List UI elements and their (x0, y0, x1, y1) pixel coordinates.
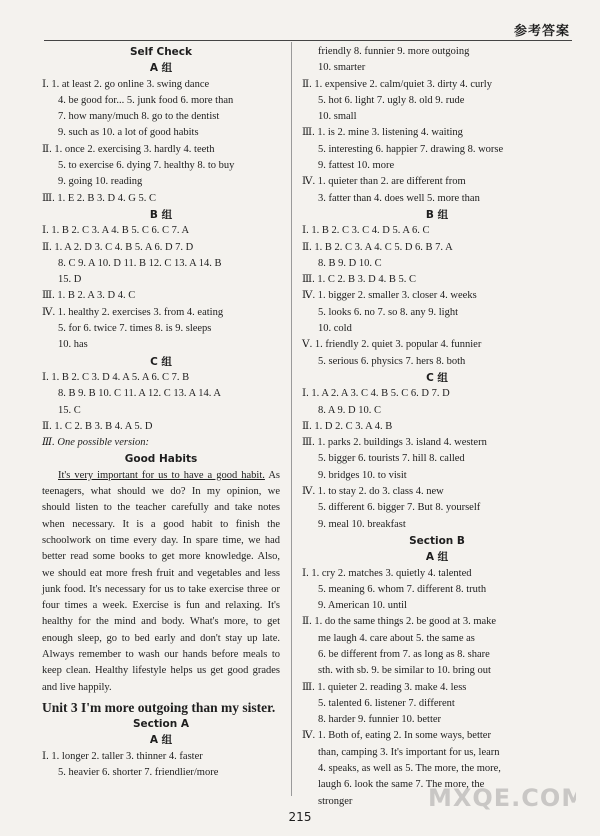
answer-line: 3. fatter than 4. does well 5. more than (318, 192, 480, 204)
right-group-b-heading: B 组 (425, 208, 449, 221)
answer-line: 7. how many/much 8. go to the dentist (58, 111, 220, 123)
essay-body: As teenagers, what should we do? In my opinion, we should listen to the teacher carefully and take notes when necessary. It is a good habit to finish the schoolwork on time every day. In spare time, we had better read some books to get more knowledge. Also, we should eat more fresh fruit and vegetables and less junk food. It's necessary for us to take exercise three or four times a week. Exercise is fun and relaxing. It's healthy for the mind and body. What's more, to get enough sleep, go to bed early and don't stay up late. Always remember to wash our hands before meals to keep clean. Healthy lifestyle helps us get good grades and live happily. (42, 469, 280, 693)
answer-line: Ⅱ. 1. once 2. exercising 3. hardly 4. teeth (42, 143, 215, 155)
answer-line: Ⅳ. 1. Both of, eating 2. In some ways, better (302, 730, 491, 742)
answer-line: friendly 8. funnier 9. more outgoing (318, 46, 470, 57)
watermark-logo (426, 776, 576, 822)
answer-line: Ⅱ. 1. B 2. C 3. A 4. C 5. D 6. B 7. A (302, 241, 453, 253)
page-number: 215 (288, 810, 312, 824)
answer-line: 8. harder 9. funnier 10. better (318, 714, 442, 726)
left-column (42, 44, 280, 781)
answer-line: 15. D (58, 274, 82, 286)
answer-line: 9. going 10. reading (58, 176, 143, 188)
right-group-c-answers (302, 386, 572, 533)
answer-line: 8. B 9. B 10. C 11. A 12. C 13. A 14. A (58, 388, 221, 400)
answer-line: Ⅱ. 1. A 2. D 3. C 4. B 5. A 6. D 7. D (42, 241, 194, 253)
page-header-title: 参考答案 (513, 24, 570, 39)
essay-title: Good Habits (124, 453, 198, 466)
group-a-answers (42, 77, 280, 207)
watermark-graphic (426, 776, 576, 816)
section-b-heading: Section B (409, 534, 465, 547)
answer-line: 5. looks 6. no 7. so 8. any 9. light (318, 306, 459, 318)
answer-line: laugh 6. look the same 7. The more, the (318, 779, 485, 791)
answer-line: 5. interesting 6. happier 7. drawing 8. worse (318, 143, 504, 155)
answer-line: 5. meaning 6. whom 7. different 8. truth (318, 583, 487, 595)
answer-line: 9. American 10. until (318, 600, 407, 612)
answer-line: 5. to exercise 6. dying 7. healthy 8. to buy (58, 160, 235, 172)
answer-line: 8. C 9. A 10. D 11. B 12. C 13. A 14. B (58, 257, 222, 269)
right-column (302, 44, 572, 810)
answer-line: than, camping 3. It's important for us, learn (318, 746, 500, 758)
answer-line: 10. small (318, 111, 357, 123)
answer-line: Ⅲ. 1. is 2. mine 3. listening 4. waiting (302, 127, 463, 139)
group-c-answers (42, 370, 280, 435)
answer-line: Ⅰ. 1. B 2. C 3. A 4. B 5. C 6. C 7. A (42, 225, 190, 237)
answer-line: 9. meal 10. breakfast (318, 518, 406, 530)
section-b-group-a-answers (302, 566, 572, 810)
version-label: Ⅲ. One possible version: (42, 437, 149, 449)
answer-line: Ⅲ. 1. C 2. B 3. D 4. B 5. C (302, 274, 416, 286)
answer-line: Ⅰ. 1. at least 2. go online 3. swing dance (42, 78, 210, 90)
answer-line: 5. bigger 6. tourists 7. hill 8. called (318, 453, 465, 465)
answer-line: 9. bridges 10. to visit (318, 469, 407, 481)
answer-line: 5. hot 6. light 7. ugly 8. old 9. rude (318, 94, 465, 106)
essay-paragraph (42, 468, 280, 696)
answer-line: 10. has (58, 339, 88, 351)
answer-line: 10. cold (318, 323, 352, 335)
answer-line: 9. such as 10. a lot of good habits (58, 127, 199, 139)
answer-line: Ⅰ. 1. B 2. C 3. D 4. A 5. A 6. C 7. B (42, 371, 190, 383)
section-a-heading: Section A (133, 718, 189, 731)
group-b-heading: B 组 (149, 208, 173, 221)
answer-line: 9. fattest 10. more (318, 160, 395, 172)
essay-underlined: It's very important for us to have a good habit. (58, 469, 265, 481)
unit-group-a-heading: A 组 (149, 734, 173, 747)
answer-line: Ⅰ. 1. B 2. C 3. C 4. D 5. A 6. C (302, 225, 430, 237)
answer-line: me laugh 4. care about 5. the same as (318, 632, 475, 644)
group-b-answers (42, 223, 280, 353)
answer-line: Ⅲ. 1. E 2. B 3. D 4. G 5. C (42, 192, 156, 204)
answer-line: 5. for 6. twice 7. times 8. is 9. sleeps (58, 323, 212, 335)
svg-text:MXQE.COM: MXQE.COM (428, 784, 576, 812)
answer-line: Ⅱ. 1. C 2. B 3. B 4. A 5. D (42, 420, 153, 432)
answer-line: 6. be different from 7. as long as 8. share (318, 648, 490, 660)
answer-line: Ⅳ. 1. quieter than 2. are different from (302, 176, 466, 188)
answer-line: Ⅳ. 1. bigger 2. smaller 3. closer 4. weeks (302, 290, 477, 302)
answer-line: 8. B 9. D 10. C (318, 257, 382, 269)
right-group-a-heading: A 组 (425, 551, 449, 564)
answer-line: stronger (318, 795, 353, 807)
answer-line: 4. speaks, as well as 5. The more, the more, (318, 763, 501, 775)
self-check-title: Self Check (129, 46, 192, 58)
answer-line: Ⅰ. 1. longer 2. taller 3. thinner 4. faster (42, 750, 203, 762)
unit-group-a-answers (42, 749, 280, 782)
column-divider (291, 42, 292, 796)
answer-line: 5. different 6. bigger 7. But 8. yourself (318, 502, 481, 514)
answer-line: 5. heavier 6. shorter 7. friendlier/more (58, 767, 219, 779)
answer-line: 5. serious 6. physics 7. hers 8. both (318, 355, 466, 367)
right-group-c-heading: C 组 (426, 371, 448, 384)
answer-line: sth. with sb. 9. be similar to 10. bring out (318, 665, 491, 677)
answer-line: 8. A 9. D 10. C (318, 404, 382, 416)
answer-line: Ⅲ. 1. parks 2. buildings 3. island 4. western (302, 437, 487, 449)
group-c-heading: C 组 (150, 355, 172, 368)
answer-line: 4. be good for... 5. junk food 6. more than (58, 94, 234, 106)
answer-line: Ⅰ. 1. A 2. A 3. C 4. B 5. C 6. D 7. D (302, 388, 450, 400)
answer-line: Ⅴ. 1. friendly 2. quiet 3. popular 4. funnier (302, 339, 482, 351)
answer-line: Ⅱ. 1. D 2. C 3. A 4. B (302, 420, 393, 432)
answer-line: Ⅲ. 1. quieter 2. reading 3. make 4. less (302, 681, 467, 693)
answer-line: Ⅰ. 1. cry 2. matches 3. quietly 4. talented (302, 567, 472, 579)
answer-line: Ⅲ. 1. B 2. A 3. D 4. C (42, 290, 136, 302)
header-rule (44, 40, 572, 41)
answer-line: Ⅳ. 1. to stay 2. do 3. class 4. new (302, 486, 444, 498)
answer-line: Ⅳ. 1. healthy 2. exercises 3. from 4. eating (42, 306, 224, 318)
unit-title: Unit 3 I'm more outgoing than my sister. (42, 699, 276, 715)
continued-answers (302, 44, 572, 207)
group-a-heading: A 组 (149, 62, 173, 75)
answer-line: 15. C (58, 404, 81, 416)
answer-line: Ⅱ. 1. do the same things 2. be good at 3. make (302, 616, 497, 628)
answer-line: 5. talented 6. listener 7. different (318, 697, 455, 709)
right-group-b-answers (302, 223, 572, 370)
answer-line: 10. smarter (318, 62, 366, 74)
answer-line: Ⅱ. 1. expensive 2. calm/quiet 3. dirty 4. curly (302, 78, 492, 90)
